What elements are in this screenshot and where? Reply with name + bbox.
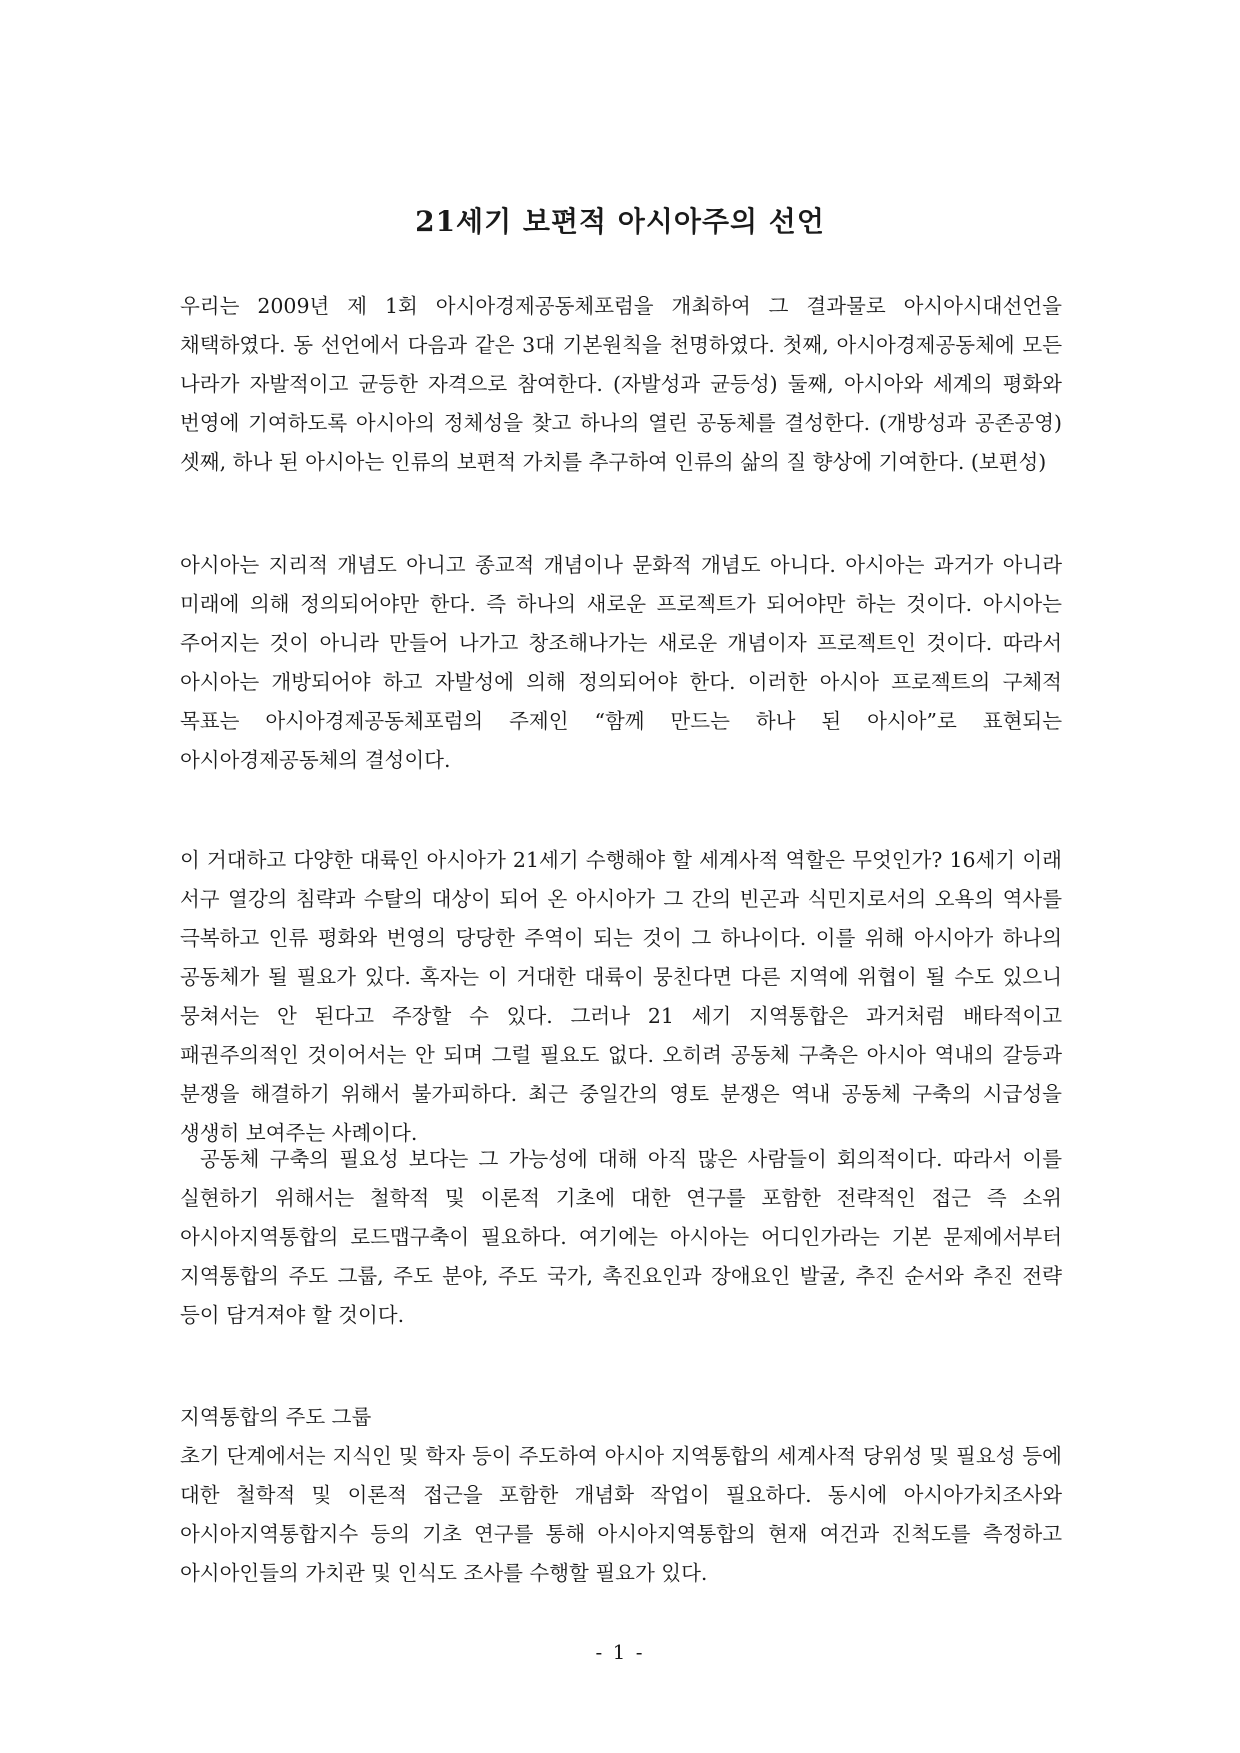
section-heading: 지역통합의 주도 그룹 [180,1405,372,1429]
paragraph-4: 공동체 구축의 필요성 보다는 그 가능성에 대해 아직 많은 사람들이 회의적이다. 따라서 이를 실현하기 위해서는 철학적 및 이론적 기초에 대한 연구를 포함한 전략적인 접근 즉 소위 아시아지역통합의 로드맵구축이 필요하다. 여기에는 아시아는 어디인가라는 기본 문제에서부터 지역통합의 주도 그룹, 주도 분야, 주도 국가, 촉진요인과 장애요인 발굴, 추진 순서와 추진 전략 등이 담겨져야 할 것이다. [180,1147,1062,1327]
section-paragraph: 초기 단계에서는 지식인 및 학자 등이 주도하여 아시아 지역통합의 세계사적 당위성 및 필요성 등에 대한 철학적 및 이론적 접근을 포함한 개념화 작업이 필요하다. 동시에 아시아가치조사와 아시아지역통합지수 등의 기초 연구를 통해 아시아지역통합의 현재 여건과 진척도를 측정하고 아시아인들의 가치관 및 인식도 조사를 수행할 필요가 있다. [180,1444,1062,1585]
paragraph-2: 아시아는 지리적 개념도 아니고 종교적 개념이나 문화적 개념도 아니다. 아시아는 과거가 아니라 미래에 의해 정의되어야만 한다. 즉 하나의 새로운 프로젝트가 되어야만 하는 것이다. 아시아는 주어지는 것이 아니라 만들어 나가고 창조해나가는 새로운 개념이자 프로젝트인 것이다. 따라서 아시아는 개방되어야 하고 자발성에 의해 정의되어야 한다. 이러한 아시아 프로젝트의 구체적 목표는 아시아경제공동체포럼의 주제인 “함께 만드는 하나 된 아시아”로 표현되는 아시아경제공동체의 결성이다. [180,553,1062,772]
document-title: 21세기 보편적 아시아주의 선언 [415,205,825,238]
paragraph-3: 이 거대하고 다양한 대륙인 아시아가 21세기 수행해야 할 세계사적 역할은 무엇인가? 16세기 이래 서구 열강의 침략과 수탈의 대상이 되어 온 아시아가 그 간의 빈곤과 식민지로서의 오욕의 역사를 극복하고 인류 평화와 번영의 당당한 주역이 되는 것이 그 하나이다. 이를 위해 아시아가 하나의 공동체가 될 필요가 있다. 혹자는 이 거대한 대륙이 뭉친다면 다른 지역에 위협이 될 수도 있으니 뭉쳐서는 안 된다고 주장할 수 있다. 그러나 21 세기 지역통합은 과거처럼 배타적이고 패권주의적인 것이어서는 안 되며 그럴 필요도 없다. 오히려 공동체 구축은 아시아 역내의 갈등과 분쟁을 해결하기 위해서 불가피하다. 최근 중일간의 영토 분쟁은 역내 공동체 구축의 시급성을 생생히 보여주는 사례이다. [180,848,1062,1145]
paragraph-1: 우리는 2009년 제 1회 아시아경제공동체포럼을 개최하여 그 결과물로 아시아시대선언을 채택하였다. 동 선언에서 다음과 같은 3대 기본원칙을 천명하였다. 첫째, 아시아경제공동체에 모든 나라가 자발적이고 균등한 자격으로 참여한다. (자발성과 균등성) 둘째, 아시아와 세계의 평화와 번영에 기여하도록 아시아의 정체성을 찾고 하나의 열린 공동체를 결성한다. (개방성과 공존공영) 셋째, 하나 된 아시아는 인류의 보편적 가치를 추구하여 인류의 삶의 질 향상에 기여한다. (보편성) [180,294,1062,474]
page-number: - 1 - [595,1640,645,1664]
